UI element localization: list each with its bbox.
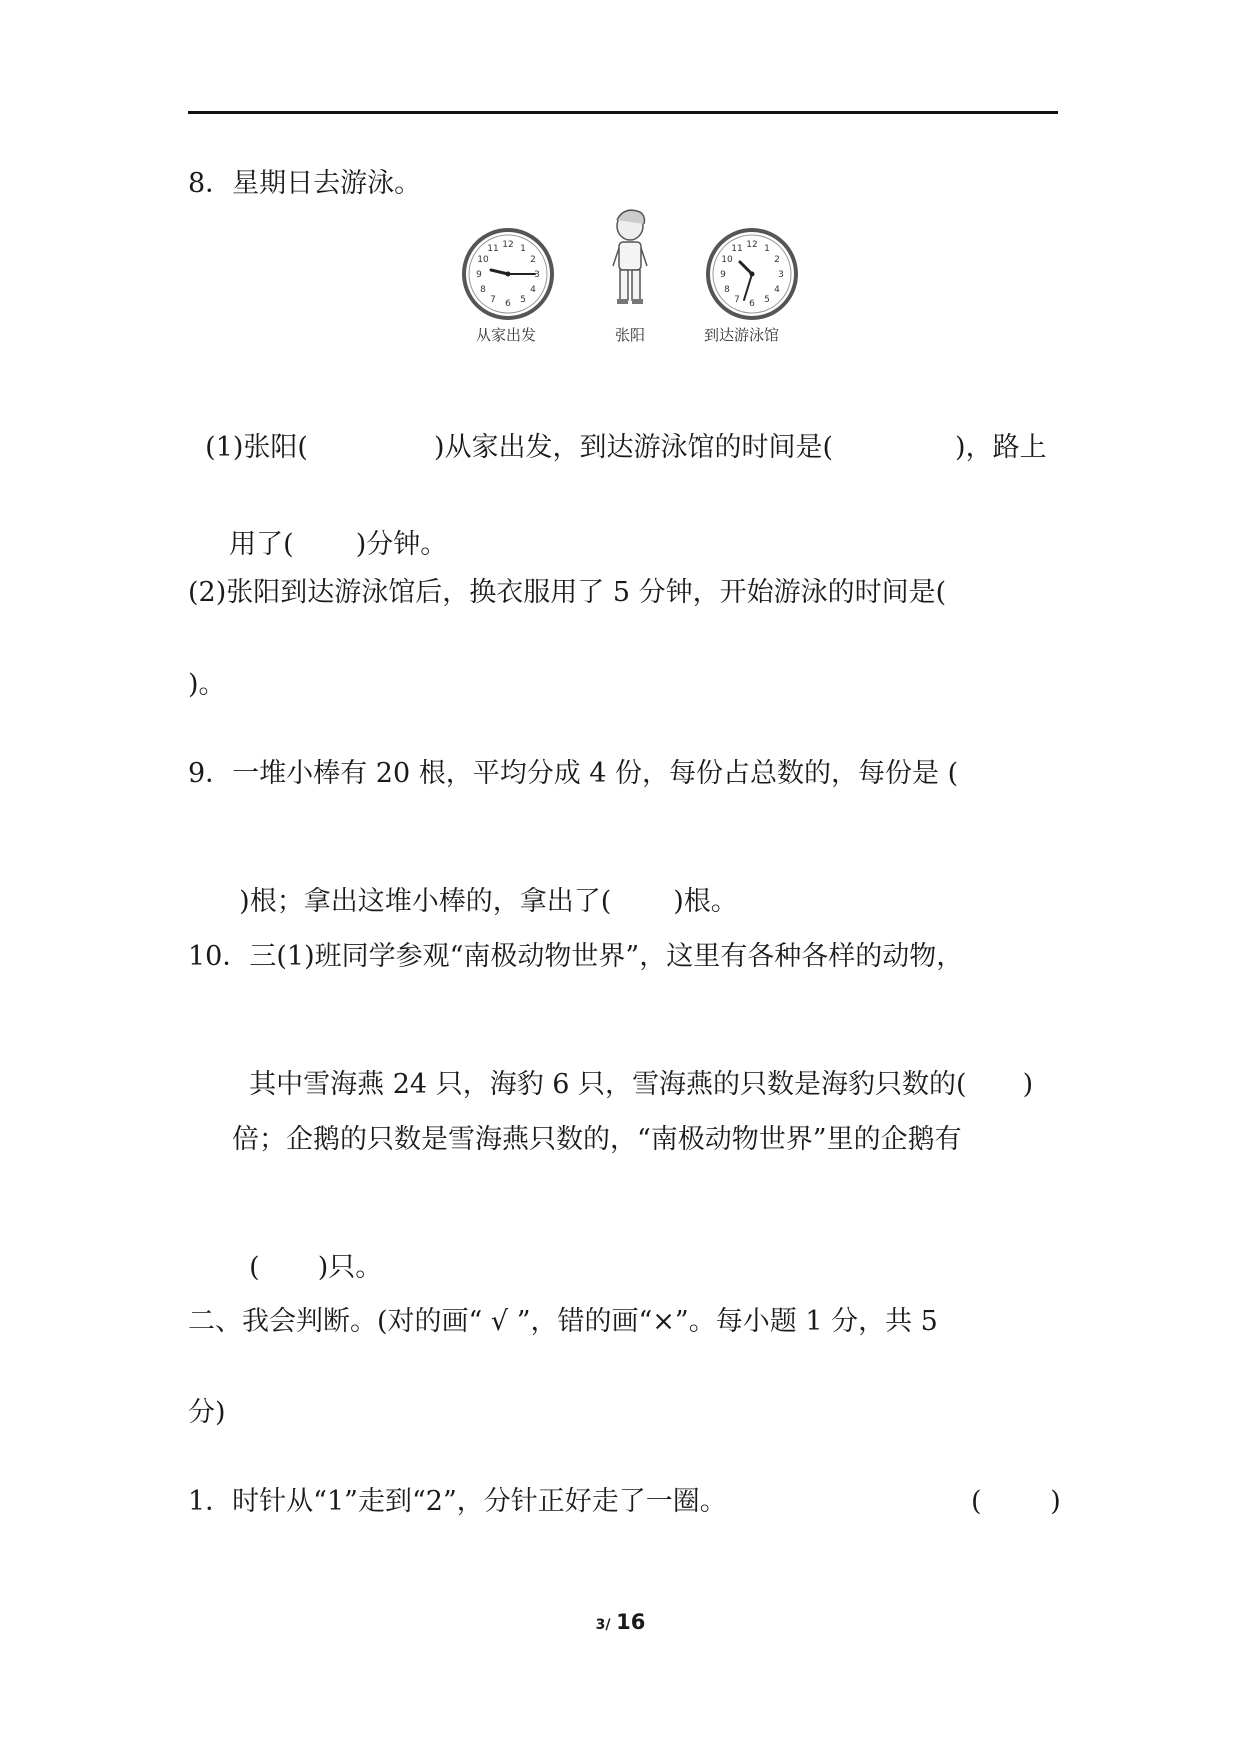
clock-left-caption: 从家出发 <box>476 326 537 344</box>
page-number <box>0 1610 1241 1634</box>
svg-text:7: 7 <box>490 295 496 305</box>
section2-heading-line2: 分) <box>188 1397 226 1428</box>
q10-line2 <box>232 1031 1033 1103</box>
boy-caption: 张阳 <box>615 326 646 344</box>
svg-text:3: 3 <box>778 270 784 280</box>
clock-left <box>464 230 552 318</box>
clock-right-caption: 到达游泳馆 <box>704 326 780 344</box>
q8-p1-b: )从家出发，到达游泳馆的时间是( <box>433 432 834 463</box>
q9-line2-a: )根；拿出这堆小棒的，拿出了( <box>239 886 612 917</box>
svg-text:11: 11 <box>487 244 499 254</box>
q9-line2-b: )根。 <box>673 886 738 917</box>
svg-text:11: 11 <box>731 244 743 254</box>
svg-text:5: 5 <box>520 295 526 305</box>
q8-part1-line1 <box>188 394 1047 466</box>
q10-line1: 10．三(1)班同学参观“南极动物世界”，这里有各种各样的动物， <box>188 941 964 972</box>
svg-text:4: 4 <box>774 285 780 295</box>
svg-text:9: 9 <box>476 270 482 280</box>
q8-figure <box>450 200 810 350</box>
svg-text:6: 6 <box>505 299 511 309</box>
q8-p1-a: (1)张阳( <box>205 432 308 463</box>
section2-heading-line1: 二、我会判断。(对的画“ √ ”，错的画“×”。每小题 1 分，共 5 <box>188 1306 938 1337</box>
svg-text:2: 2 <box>774 255 780 265</box>
q10-line2-text: 其中雪海燕 24 只，海豹 6 只，雪海燕的只数是海豹只数的( <box>249 1069 967 1100</box>
svg-text:2: 2 <box>530 255 536 265</box>
svg-text:5: 5 <box>764 295 770 305</box>
q10-line4-b: )只。 <box>317 1252 383 1283</box>
svg-text:12: 12 <box>502 240 514 250</box>
header-rule <box>188 111 1058 114</box>
q10-line3: 倍；企鹅的只数是雪海燕只数的，“南极动物世界”里的企鹅有 <box>232 1124 962 1155</box>
q10-line2-end: ) <box>1022 1069 1034 1100</box>
judge-1-answer-paren[interactable]: ( ) <box>971 1486 1061 1517</box>
judge-1-text: 1．时针从“1”走到“2”，分针正好走了一圈。 <box>188 1486 727 1517</box>
svg-text:10: 10 <box>721 255 733 265</box>
q8-p1-e: )分钟。 <box>355 529 448 560</box>
q8-part2-line2: )。 <box>188 669 226 700</box>
q8-title: 8．星期日去游泳。 <box>188 168 422 199</box>
svg-text:3: 3 <box>534 270 540 280</box>
q9-line1: 9．一堆小棒有 20 根，平均分成 4 份，每份占总数的，每份是 ( <box>188 758 959 789</box>
page-total: 16 <box>616 1610 646 1634</box>
svg-text:6: 6 <box>749 299 755 309</box>
q8-part1-line2 <box>212 491 447 563</box>
q10-line4 <box>232 1214 382 1286</box>
svg-text:7: 7 <box>734 295 740 305</box>
svg-text:1: 1 <box>764 244 770 254</box>
svg-text:1: 1 <box>520 244 526 254</box>
boy-figure <box>613 210 647 304</box>
svg-text:9: 9 <box>720 270 726 280</box>
q9-line2 <box>222 848 738 920</box>
q8-p1-c: )，路上 <box>955 432 1047 463</box>
q8-part2-line1: (2)张阳到达游泳馆后，换衣服用了 5 分钟，开始游泳的时间是( <box>188 577 947 608</box>
svg-text:8: 8 <box>480 285 486 295</box>
svg-text:8: 8 <box>724 285 730 295</box>
clock-right <box>708 230 796 318</box>
page-current: 3/ <box>595 1617 611 1633</box>
q10-line4-a: ( <box>249 1252 260 1283</box>
svg-text:10: 10 <box>477 255 489 265</box>
svg-text:12: 12 <box>746 240 758 250</box>
q8-p1-d: 用了( <box>229 529 294 560</box>
svg-text:4: 4 <box>530 285 536 295</box>
